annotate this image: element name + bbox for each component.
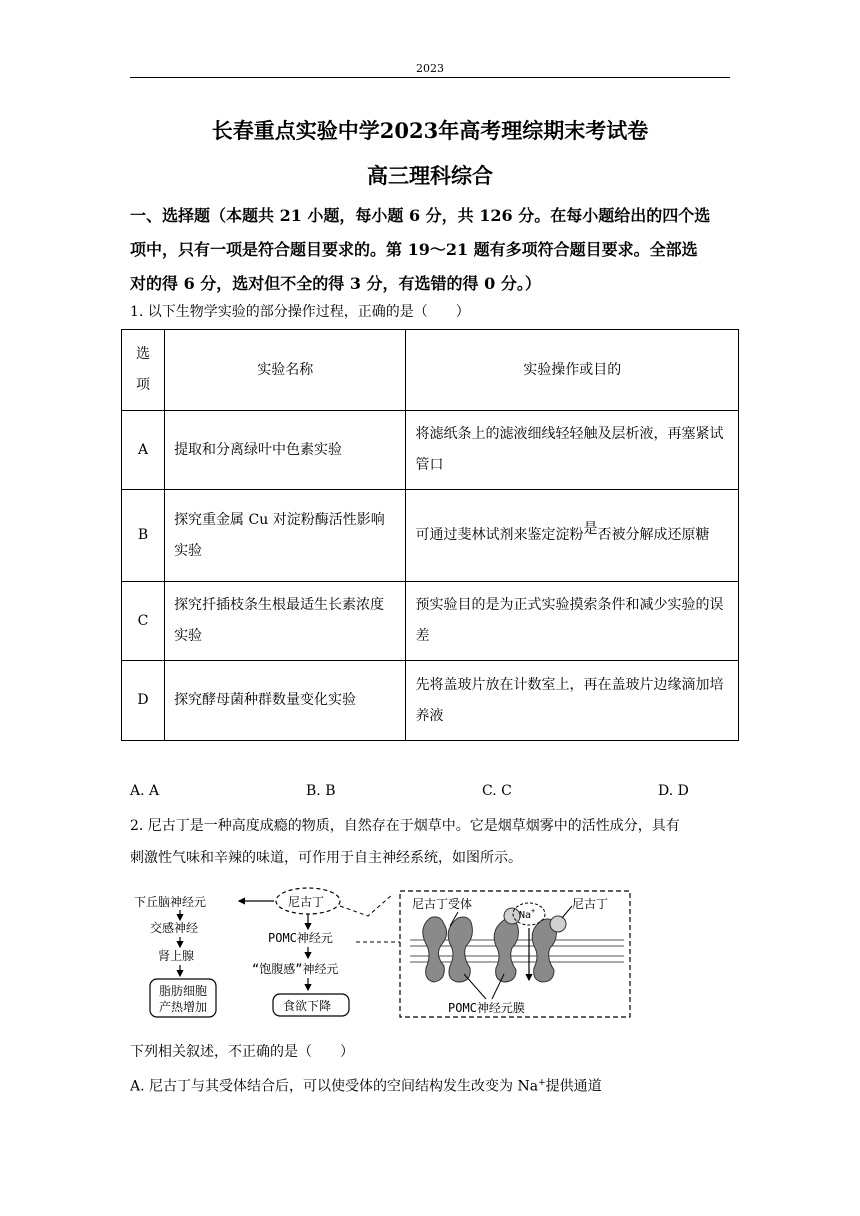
experiment-name-cell: 探究扦插枝条生根最适生长素浓度实验 <box>165 582 406 661</box>
option-cell: D <box>122 661 165 741</box>
option-a-text-end: 提供通道 <box>545 1078 602 1095</box>
experiment-name-cell: 探究酵母菌种群数量变化实验 <box>165 661 406 741</box>
leader-line <box>562 906 572 918</box>
question-2-prompt: 下列相关叙述，不正确的是（ ） <box>130 1044 354 1060</box>
satiety-neuron-label: “饱腹感”神经元 <box>252 962 339 976</box>
option-cell: A <box>122 411 165 490</box>
option-a-text: A. 尼古丁与其受体结合后，可以使受体的空间结构发生改变为 Na <box>130 1078 539 1095</box>
header-name-cell: 实验名称 <box>165 330 406 411</box>
experiment-name-cell: 探究重金属 Cu 对淀粉酶活性影响实验 <box>165 490 406 582</box>
answer-option-d: D. D <box>658 783 689 799</box>
header-rule <box>130 77 730 78</box>
question-2-stem-line: 2. 尼古丁是一种高度成瘾的物质，自然存在于烟草中。它是烟草烟雾中的活性成分，具有 <box>130 818 680 834</box>
header-op-cell: 实验操作或目的 <box>406 330 739 411</box>
nicotine-label: 尼古丁 <box>288 895 325 909</box>
question-1-stem: 1. 以下生物学实验的部分操作过程，正确的是（ ） <box>130 304 470 320</box>
table-row <box>122 411 739 490</box>
table-row <box>122 661 739 741</box>
membrane-label: POMC神经元膜 <box>448 1001 525 1015</box>
header-option-cell <box>122 330 165 411</box>
section-line: 对的得 6 分，选对但不全的得 3 分，有选错的得 0 分。） <box>130 274 541 293</box>
exam-title: 长春重点实验中学2023年高考理综期末考试卷 <box>211 118 649 143</box>
nicotine-molecule <box>504 908 520 924</box>
header-option-char: 选 <box>136 346 151 362</box>
answer-option-b: B. B <box>306 783 336 799</box>
operation-text: 可通过斐林试剂来鉴定淀粉 <box>415 527 584 543</box>
nicotine-right-label: 尼古丁 <box>572 897 609 911</box>
section-line: 项中，只有一项是符合题目要求的。第 19～21 题有多项符合题目要求。全部选 <box>130 240 698 259</box>
question-2-stem-line: 刺激性气味和辛辣的味道，可作用于自主神经系统，如图所示。 <box>130 850 522 866</box>
section-instructions <box>130 199 730 301</box>
operation-cell: 先将盖玻片放在计数室上，再在盖玻片边缘滴加培养液 <box>406 661 739 741</box>
callout-connector <box>340 894 393 916</box>
na-label <box>519 907 535 921</box>
header-year: 2023 <box>416 62 444 75</box>
section-line: 一、选择题（本题共 21 小题，每小题 6 分，共 126 分。在每小题给出的四个选 <box>130 206 711 225</box>
adrenal-label: 肾上腺 <box>158 949 195 963</box>
table-row <box>122 490 739 582</box>
table-row <box>122 582 739 661</box>
fat-cell-label: 脂肪细胞 <box>159 984 208 998</box>
question-2-option-a <box>130 1068 735 1102</box>
sympathetic-label: 交感神经 <box>150 921 199 935</box>
option-a-sup: + <box>538 1078 546 1088</box>
operation-cell: 将滤纸条上的滤液细线轻轻触及层析液，再塞紧试管口 <box>406 411 739 490</box>
receptor-label: 尼古丁受体 <box>412 897 473 911</box>
hypothalamus-label: 下丘脑神经元 <box>134 895 207 909</box>
operation-cell <box>406 490 739 582</box>
leader-line <box>464 974 486 999</box>
heat-label: 产热增加 <box>159 1000 208 1014</box>
nicotine-pathway-figure <box>128 884 634 1020</box>
receptor-protein <box>423 917 447 982</box>
operation-text: 否被分解成还原糖 <box>597 527 710 543</box>
experiment-name-cell: 提取和分离绿叶中色素实验 <box>165 411 406 490</box>
header-option-char: 项 <box>136 377 151 393</box>
nicotine-molecule <box>550 916 566 932</box>
na-sup: + <box>531 907 536 915</box>
experiment-table <box>121 329 739 741</box>
appetite-label: 食欲下降 <box>283 999 332 1013</box>
option-cell: B <box>122 490 165 582</box>
table-header-row <box>122 330 739 411</box>
answer-option-a: A. A <box>130 783 160 799</box>
pomc-neuron-label: POMC神经元 <box>268 931 333 945</box>
receptor-protein <box>494 919 518 982</box>
operation-cell: 预实验目的是为正式实验摸索条件和减少实验的误差 <box>406 582 739 661</box>
option-cell: C <box>122 582 165 661</box>
receptor-protein <box>448 917 472 982</box>
raised-char: 是 <box>583 521 598 537</box>
exam-subtitle: 高三理科综合 <box>367 163 493 188</box>
na-text: Na <box>519 910 532 921</box>
answer-option-c: C. C <box>482 783 512 799</box>
